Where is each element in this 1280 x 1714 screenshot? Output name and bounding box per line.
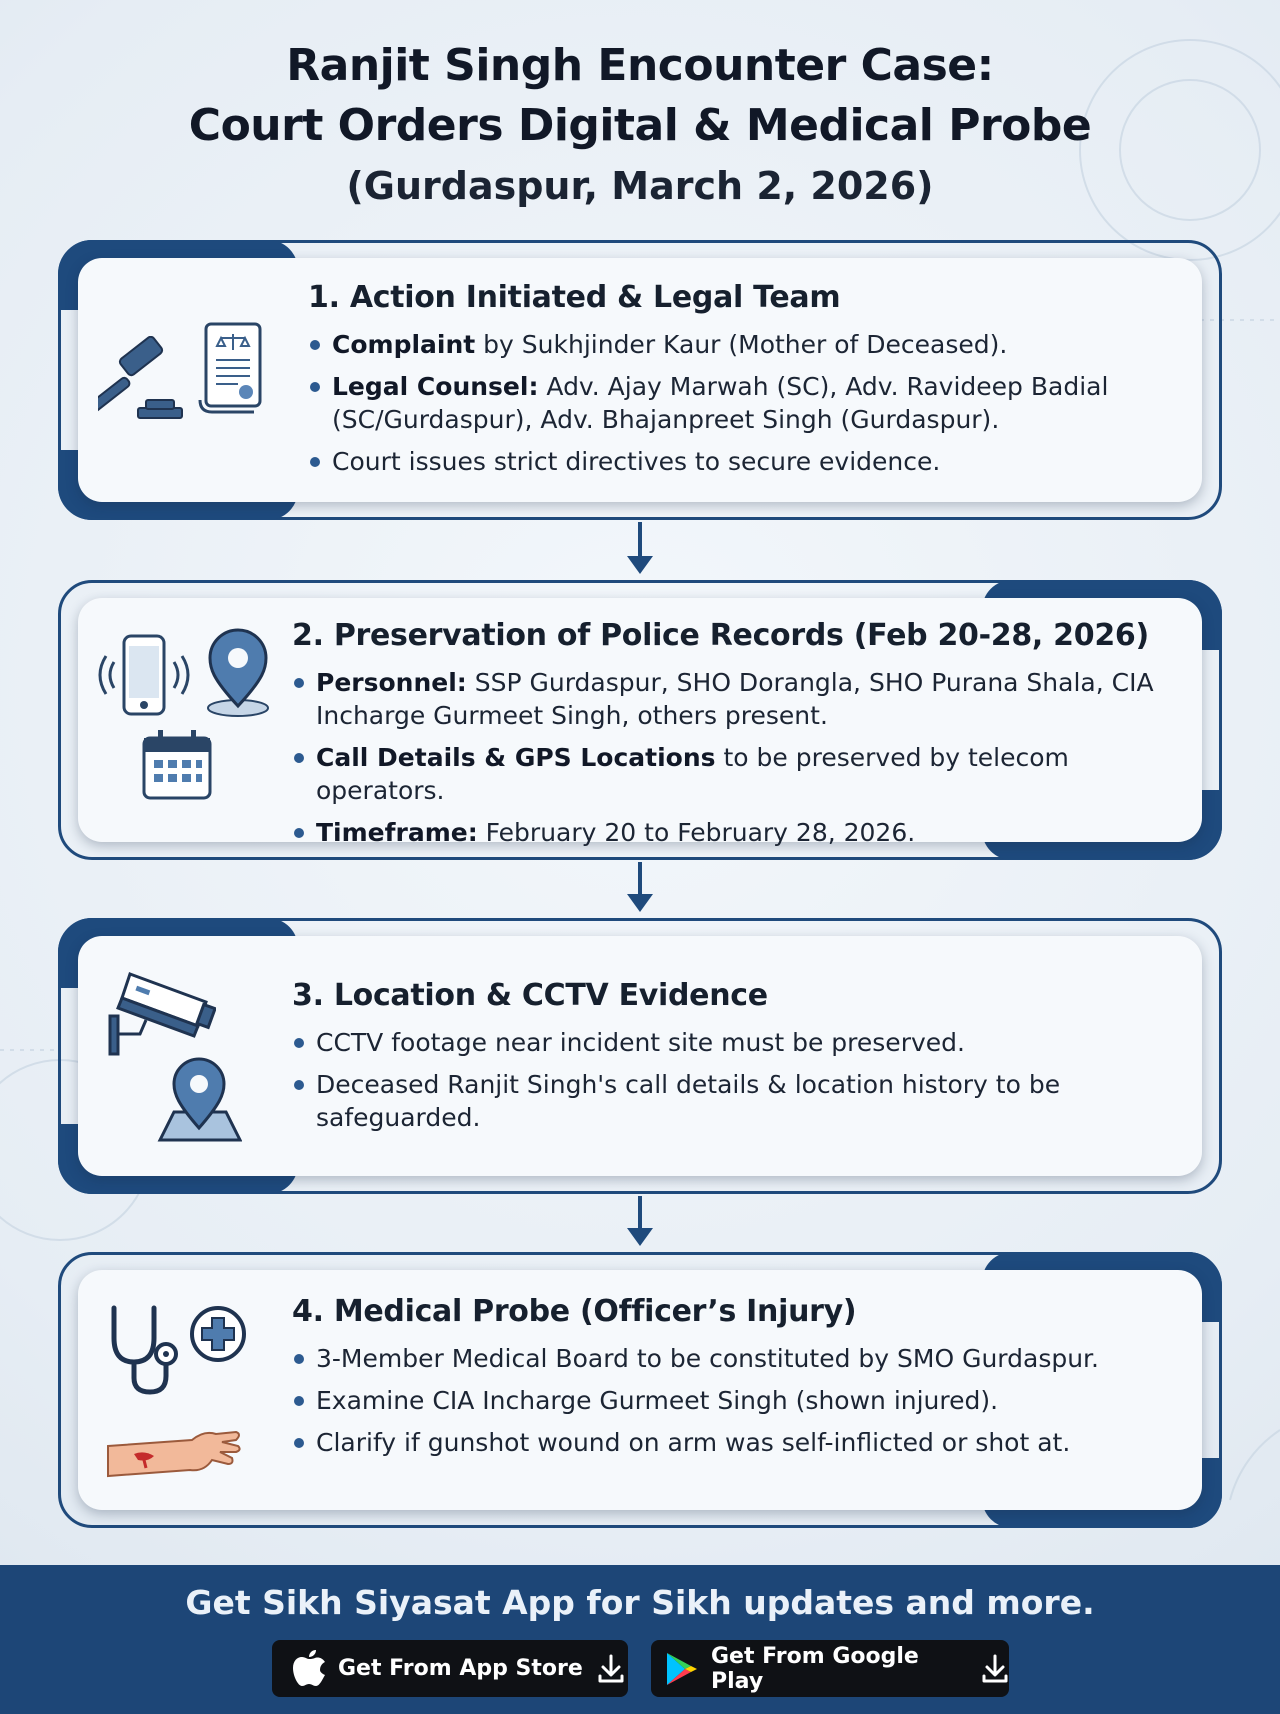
section-card-cctv [58,918,1222,1194]
google-play-icon [665,1651,699,1687]
mobile-phone-icon [94,632,194,728]
medical-cross-icon [188,1304,248,1368]
gavel-icon [98,336,193,430]
cctv-camera-icon [106,966,216,1062]
page-title-line-2: Court Orders Digital & Medical Probe [188,100,1092,151]
card-panel [78,598,1202,847]
bullet-text: Deceased Ranjit Singh's call details & location history to be safeguarded. [316,1070,1061,1132]
stethoscope-icon [104,1302,184,1402]
bullet-item [308,445,1202,478]
bullet-bold-label: Complaint [332,330,476,359]
bullet-bold-label: Legal Counsel: [332,372,539,401]
bullet-bold-label: Timeframe: [316,818,478,847]
bullet-item [292,1026,1202,1059]
bullet-text: SSP Gurdaspur, SHO Dorangla, SHO Purana Shala, CIA Incharge Gurmeet Singh, others present. [316,668,1154,730]
card-content [292,976,1202,1143]
card-panel [78,936,1202,1176]
bullet-item [292,1342,1202,1375]
card-content [308,278,1202,487]
flow-arrow-icon [627,556,653,574]
app-store-button[interactable] [272,1640,628,1697]
bullet-item [292,1426,1202,1459]
bullet-text: CCTV footage near incident site must be preserved. [316,1028,965,1057]
card-content [292,1292,1202,1468]
google-play-label: Get From Google Play [711,1643,919,1694]
bullet-list [292,1342,1202,1459]
injured-arm-icon [104,1420,244,1488]
download-icon [597,1654,625,1684]
section-heading: 3. Location & CCTV Evidence [292,978,768,1013]
download-icon [981,1654,1009,1684]
app-store-label: Get From App Store [338,1656,583,1681]
apple-icon [292,1650,326,1688]
bullet-list [292,1026,1202,1134]
bullet-list [308,328,1202,478]
title-block [0,36,1280,216]
bullet-item [308,370,1202,436]
card-panel [78,258,1202,502]
map-pin-icon [156,1056,242,1148]
flow-connector [638,1196,642,1230]
calendar-icon [140,728,214,806]
section-heading: 4. Medical Probe (Officer’s Injury) [292,1294,857,1329]
bullet-text: 3-Member Medical Board to be constituted by SMO Gurdaspur. [316,1344,1099,1373]
section-card-records [58,580,1222,860]
bullet-item [292,1068,1202,1134]
flow-connector [638,862,642,896]
bullet-text: Examine CIA Incharge Gurmeet Singh (shown injured). [316,1386,999,1415]
flow-arrow-icon [627,1228,653,1246]
card-content [292,616,1202,858]
bullet-list [292,666,1202,849]
page-subtitle: (Gurdaspur, March 2, 2026) [346,164,934,208]
google-play-button[interactable] [651,1640,1009,1697]
section-card-medical [58,1252,1222,1528]
bullet-text: Clarify if gunshot wound on arm was self-inflicted or shot at. [316,1428,1071,1457]
bullet-text: February 20 to February 28, 2026. [477,818,916,847]
bullet-text: by Sukhjinder Kaur (Mother of Deceased). [475,330,1008,359]
location-pin-icon [202,628,274,724]
bullet-bold-label: Personnel: [316,668,467,697]
bullet-item [292,741,1202,807]
bullet-text: Court issues strict directives to secure evidence. [332,447,941,476]
promo-text: Get Sikh Siyasat App for Sikh updates and more. [185,1583,1095,1622]
bullet-text: Adv. Ajay Marwah (SC), Adv. Ravideep Badial (SC/Gurdaspur), Adv. Bhajanpreet Singh (Gurdaspur). [332,372,1109,434]
app-promo-footer [0,1565,1280,1714]
flow-arrow-icon [627,894,653,912]
section-heading: 1. Action Initiated & Legal Team [308,280,841,315]
card-panel [78,1270,1202,1510]
bullet-item [292,666,1202,732]
bullet-item [292,1384,1202,1417]
bullet-item [308,328,1202,361]
flow-connector [638,522,642,558]
legal-document-icon [196,320,268,420]
bullet-text: to be preserved by telecom operators. [316,743,1069,805]
page-title-line-1: Ranjit Singh Encounter Case: [286,40,994,91]
section-card-action [58,240,1222,520]
bullet-item [292,816,1202,849]
section-heading: 2. Preservation of Police Records (Feb 20-28, 2026) [292,618,1149,653]
bullet-bold-label: Call Details & GPS Locations [316,743,716,772]
